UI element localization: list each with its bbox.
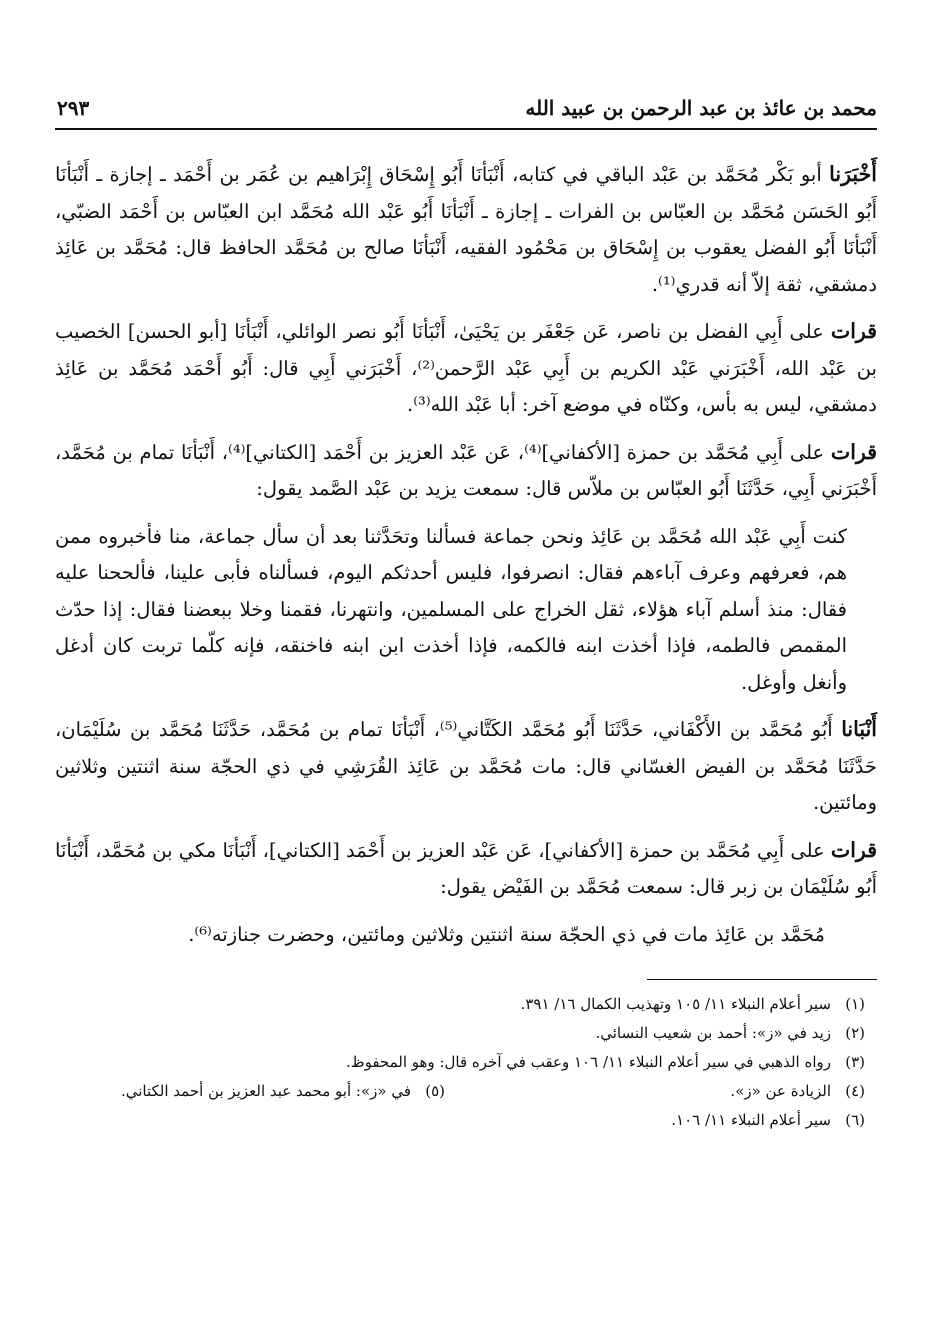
paragraph-text: على أَبِي الفضل بن ناصر، عَن جَعْفَر بن يَحْيَىٰ، أَنْبَأنَا أَبُو نصر الوائلي، أَنْبَأنَا [أبو الحسن] الخصيب بن عَبْد الله، أَخْبَرَني عَبْد الكريم بن أَبِي عَبْد الرَّحمن⁽²⁾، أَخْبَرَني أَبِي قال: أَبُو أَحْمَد مُحَمَّد بن عَائِذ دمشقي، ليس به بأس، وكنّاه في موضع آخر: أبا عَبْد الله⁽³⁾. [55, 320, 877, 416]
footnote-number: (٦) [845, 1111, 865, 1129]
footnote-number: (١) [845, 995, 865, 1013]
paragraph [55, 711, 877, 822]
paragraph [55, 916, 877, 954]
footnote-text: سير أعلام النبلاء ١١/ ١٠٦. [671, 1111, 831, 1129]
main-text [55, 156, 877, 953]
footnote-text: الزيادة عن «ز». [730, 1082, 831, 1100]
footnote-number: (٤) [845, 1082, 865, 1100]
footnote-text: سير أعلام النبلاء ١١/ ١٠٥ وتهذيب الكمال ١٦/ ٣٩١. [520, 995, 831, 1013]
footnote [55, 990, 877, 1019]
paragraph-text: أَبُو مُحَمَّد بن الأَكْفَاني، حَدَّثَنَا أَبُو مُحَمَّد الكَتَّاني⁽⁵⁾، أَنْبَأنَا تمام بن مُحَمَّد، حَدَّثَنَا مُحَمَّد بن سُلَيْمَان، حَدَّثَنَا مُحَمَّد بن الفيض الغسّاني قال: مات مُحَمَّد بن عَائِذ القُرَشِي في ذي الحجّة سنة اثنتين وثلاثين ومائتين. [55, 718, 877, 814]
book-page [55, 82, 877, 1135]
paragraph-text: مُحَمَّد بن عَائِذ مات في ذي الحجّة سنة اثنتين وثلاثين ومائتين، وحضرت جنازته⁽⁶⁾. [188, 922, 825, 946]
paragraph [55, 518, 877, 702]
footnote [55, 1077, 445, 1106]
footnote [55, 1106, 877, 1135]
paragraph-text: أبو بَكْر مُحَمَّد بن عَبْد الباقي في كتابه، أَنْبَأنَا أَبُو إِسْحَاق إِبْرَاهيم بن عُمَر بن أَحْمَد ـ إجازة ـ أَنْبَأنَا أَبُو الحَسَن مُحَمَّد بن العبّاس بن الفرات ـ إجازة ـ أَنْبَأنَا أَبُو عَبْد الله مُحَمَّد ابن العبّاس بن أَحْمَد الضبّي، أَنْبَأنَا أَبُو الفضل يعقوب بن إِسْحَاق بن مَحْمُود الفقيه، أَنْبَأنَا صالح بن مُحَمَّد الحافظ قال: مُحَمَّد بن عَائِذ دمشقي، ثقة إلاّ أنه قدري⁽¹⁾. [55, 163, 877, 296]
footnote-divider [647, 979, 877, 980]
paragraph-text: على أَبِي مُحَمَّد بن حمزة [الأكفاني]⁽⁴⁾، عَن عَبْد العزيز بن أَحْمَد [الكتاني]⁽⁴⁾، أَنْبَأنَا تمام بن مُحَمَّد، أَخْبَرَني أَبِي، حَدَّثَنَا أَبُو العبّاس بن ملاّس قال: سمعت يزيد بن عَبْد الصَّمد يقول: [55, 440, 877, 500]
footnote [55, 1019, 877, 1048]
paragraph-text: على أَبِي مُحَمَّد بن حمزة [الأكفاني]، عَن عَبْد العزيز بن أَحْمَد [الكتاني]، أَنْبَأنَا مكي بن مُحَمَّد، أَنْبَأنَا أَبُو سُلَيْمَان بن زبر قال: سمعت مُحَمَّد بن الفَيْض يقول: [55, 838, 877, 898]
running-title: محمد بن عائذ بن عبد الرحمن بن عبيد الله [525, 96, 877, 120]
footnote-number: (٥) [425, 1082, 445, 1100]
paragraph [55, 434, 877, 508]
footnote-number: (٣) [845, 1053, 865, 1071]
footnote-text: رواه الذهبي في سير أعلام النبلاء ١١/ ١٠٦ وعقب في آخره قال: وهو المحفوظ. [345, 1053, 831, 1071]
paragraph [55, 156, 877, 303]
paragraph-lead-word: أَخْبَرَنا [829, 162, 877, 186]
footnote-number: (٢) [845, 1024, 865, 1042]
paragraph-lead-word: قرات [830, 837, 877, 862]
footnote [55, 1048, 877, 1077]
paragraph-text: كنت أَبِي عَبْد الله مُحَمَّد بن عَائِذ ونحن جماعة فسألنا وتحَدَّثنا بعد أن سأل جماعة، منا فأخبروه ممن هم، فعرفهم وعرف آباءهم فقال: انصرفوا، فليس أحدثكم اليوم، فسألناه فأبى علينا، فألححنا عليه فقال: منذ أسلم آباء هؤلاء، ثقل الخراج على المسلمين، وانتهرنا، فقمنا وخلا ببعضنا فقال: إذا حدّث المقمص فالطمه، فإذا أخذت ابنه فالكمه، فإذا أخذت ابن ابنه فاخنقه، فإنه كلّما تربت كان أدغل وأنغل وأوغل. [55, 524, 847, 694]
footnotes [55, 979, 877, 1135]
page-number: ٢٩٣ [57, 96, 90, 120]
paragraph-lead-word: أَنْبَانا [841, 717, 877, 741]
page-header [55, 82, 877, 130]
paragraph-lead-word: قرات [830, 319, 877, 343]
footnote-text: زيد في «ز»: أحمد بن شعيب النسائي. [595, 1024, 831, 1042]
footnote-row [55, 1077, 877, 1106]
paragraph-lead-word: قرات [830, 439, 877, 464]
footnote-text: في «ز»: أبو محمد عبد العزيز بن أحمد الكتاني. [120, 1082, 411, 1100]
paragraph [55, 832, 877, 906]
paragraph [55, 313, 877, 424]
footnote [445, 1077, 865, 1106]
